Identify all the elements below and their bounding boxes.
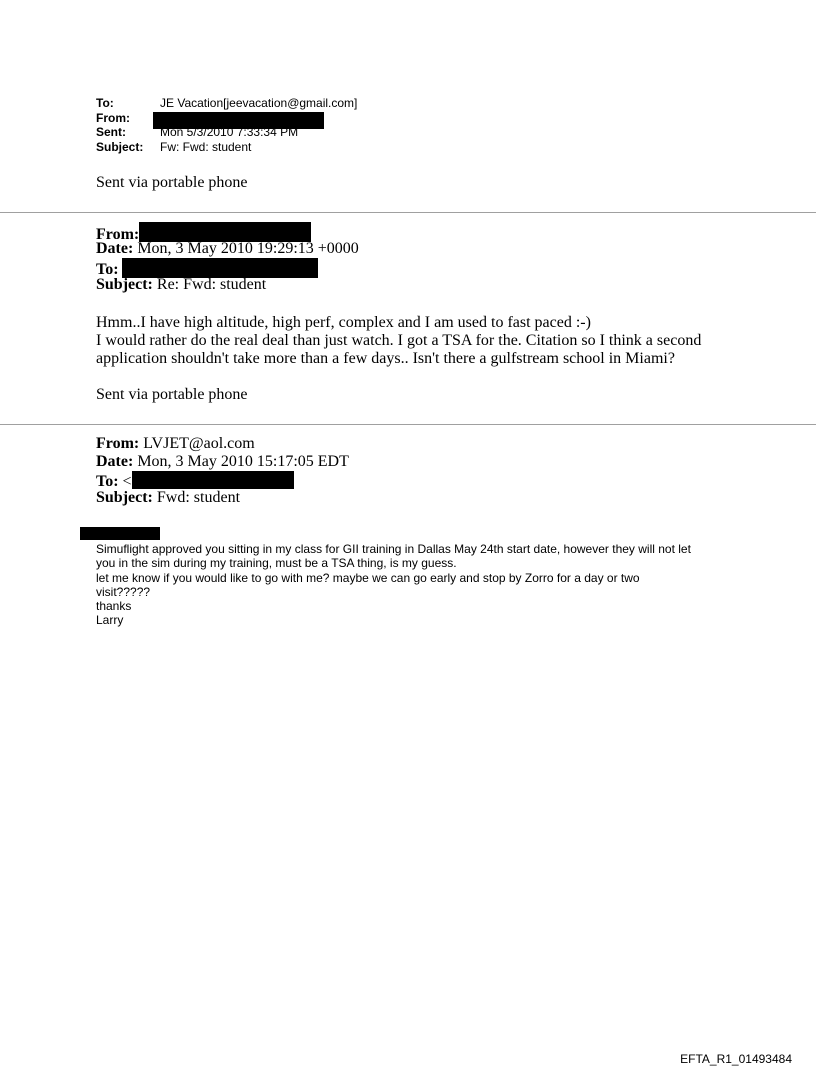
body-line: thanks: [96, 599, 132, 614]
divider: [0, 424, 816, 425]
redaction-box: [122, 258, 318, 278]
message2-date-row: [96, 453, 349, 471]
top-signature: Sent via portable phone: [96, 174, 248, 191]
date-value: Mon, 3 May 2010 19:29:13 +0000: [137, 240, 359, 257]
header-subject-row: [96, 140, 357, 155]
redaction-box: [139, 222, 311, 242]
date-label: Date:: [96, 453, 134, 470]
body-line: application shouldn't take more than a few days.. Isn't there a gulfstream school in Miami?: [96, 350, 675, 367]
message2-header: [96, 435, 349, 507]
sent-value: Mon 5/3/2010 7:33:34 PM: [160, 125, 299, 139]
subject-value: Re: Fwd: student: [156, 276, 267, 293]
message1-body: [96, 314, 756, 368]
header-to-row: [96, 96, 357, 111]
message1-date-row: [96, 240, 359, 258]
to-label: To:: [96, 473, 119, 490]
subject-value: Fw: Fwd: student: [160, 139, 252, 154]
from-label: From:: [96, 435, 140, 452]
message2-from-row: [96, 435, 349, 453]
message1-signature: Sent via portable phone: [96, 386, 248, 403]
message2-subject-row: [96, 489, 349, 507]
date-label: Date:: [96, 240, 134, 257]
body-line: Simuflight approved you sitting in my class for GII training in Dallas May 24th start date, however they will not let: [96, 542, 691, 556]
redaction-box: [132, 471, 294, 489]
from-label: From:: [96, 110, 130, 125]
message1-subject-row: [96, 276, 359, 294]
to-prefix: <: [122, 473, 132, 490]
message2-to-row: [96, 471, 349, 489]
sent-label: Sent:: [96, 125, 126, 139]
email-header: [96, 96, 357, 154]
subject-value: Fwd: student: [156, 489, 241, 506]
body-line: Larry: [96, 613, 124, 628]
body-line: visit?????: [96, 584, 151, 599]
message2-body: [96, 542, 691, 628]
body-line: I would rather do the real deal than just watch. I got a TSA for the. Citation so I think a second: [96, 332, 702, 349]
to-value: JE Vacation[jeevacation@gmail.com]: [160, 96, 358, 110]
body-line: you in the sim during my training, must be a TSA thing, is my guess.: [96, 556, 457, 571]
message1-from-row: [96, 222, 359, 243]
redaction-box: [80, 527, 160, 540]
subject-label: Subject:: [96, 489, 153, 506]
to-label: To:: [96, 96, 114, 110]
date-value: Mon, 3 May 2010 15:17:05 EDT: [137, 453, 349, 470]
document-id: EFTA_R1_01493484: [680, 1052, 792, 1066]
subject-label: Subject:: [96, 139, 144, 154]
header-from-row: [96, 111, 357, 126]
from-value: LVJET@aol.com: [143, 435, 255, 452]
body-line: Hmm..I have high altitude, high perf, complex and I am used to fast paced :-): [96, 314, 591, 331]
body-line: let me know if you would like to go with me? maybe we can go early and stop by Zorro for a day or two: [96, 570, 640, 585]
message1-header: [96, 222, 359, 294]
subject-label: Subject:: [96, 276, 153, 293]
from-label: From:: [96, 226, 140, 243]
to-label: To:: [96, 261, 119, 278]
divider: [0, 212, 816, 213]
message1-to-row: [96, 258, 359, 276]
